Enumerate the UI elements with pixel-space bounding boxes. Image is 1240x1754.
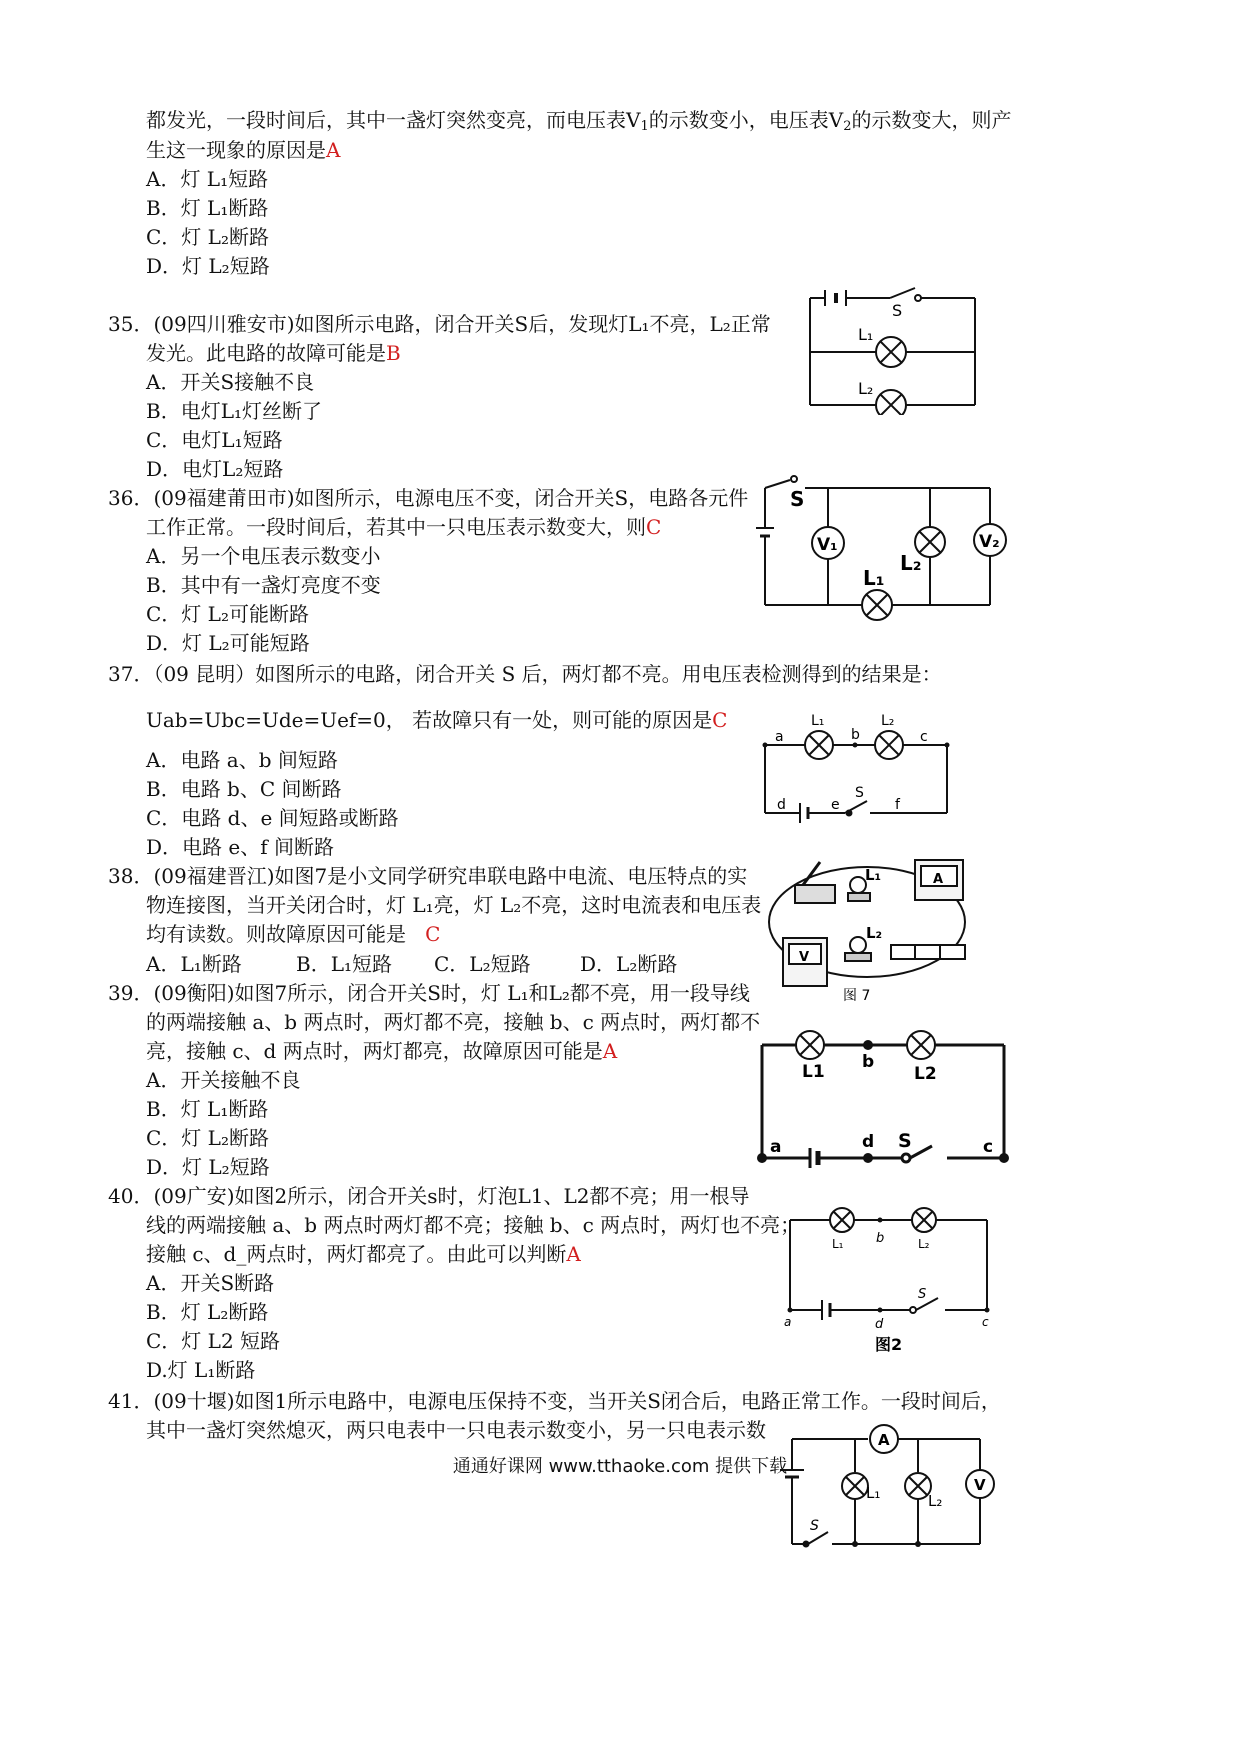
q39-stem-text: 亮，接触 c、d 两点时，两灯都亮，故障原因可能是 bbox=[146, 1039, 603, 1063]
q38-stem-line3 bbox=[146, 920, 440, 948]
q41-fig-label-a: A bbox=[878, 1431, 890, 1449]
q34-option-d: D．灯 L₂短路 bbox=[146, 254, 270, 278]
q41-fig-label-s: S bbox=[810, 1518, 819, 1534]
q36-stem-line1: 36．(09福建莆田市)如图所示，电源电压不变，闭合开关S，电路各元件 bbox=[108, 486, 749, 510]
q34-text-c: 的示数变大，则产 bbox=[851, 108, 1012, 132]
q40-circuit-diagram bbox=[780, 1198, 1000, 1358]
q40-stem-line3 bbox=[146, 1240, 581, 1268]
q36-fig-label-s: S bbox=[790, 487, 805, 511]
q40-fig-label-l2: L₂ bbox=[918, 1237, 930, 1251]
q38-fig-label-l1: L₁ bbox=[865, 866, 882, 884]
q41-stem-line2: 其中一盏灯突然熄灭，两只电表中一只电表示数变小，另一只电表示数 bbox=[146, 1418, 766, 1442]
q40-fig-label-a: a bbox=[784, 1315, 792, 1329]
q39-fig-label-l2: L2 bbox=[914, 1064, 937, 1084]
q36-fig-label-v2: V₂ bbox=[979, 532, 1000, 552]
q36-circuit-diagram bbox=[750, 470, 1010, 630]
q38-answer: C bbox=[425, 922, 441, 946]
q39-fig-label-c: c bbox=[983, 1137, 994, 1157]
q37-fig-label-s: S bbox=[855, 785, 864, 801]
q38-fig-caption: 图 7 bbox=[843, 988, 871, 1004]
q41-fig-label-l1: L₁ bbox=[866, 1484, 881, 1502]
q35-option-c: C．电灯L₁短路 bbox=[146, 428, 283, 452]
q40-answer: A bbox=[566, 1242, 581, 1266]
q38-physical-circuit-photo bbox=[765, 850, 975, 1010]
q36-option-a: A．另一个电压表示数变小 bbox=[146, 544, 381, 568]
q35-stem-line2 bbox=[146, 339, 401, 367]
q39-fig-label-l1: L1 bbox=[802, 1062, 825, 1082]
q39-option-d: D．灯 L₂短路 bbox=[146, 1155, 270, 1179]
q40-stem-line1: 40．(09广安)如图2所示，闭合开关s时，灯泡L1、L2都不亮；用一根导 bbox=[108, 1184, 750, 1208]
q39-fig-label-a: a bbox=[770, 1137, 782, 1157]
q40-fig-label-s: S bbox=[918, 1287, 927, 1302]
q34-option-b: B．灯 L₁断路 bbox=[146, 196, 269, 220]
q37-fig-label-d: d bbox=[777, 797, 786, 813]
q34-stem: 生这一现象的原因是 bbox=[146, 138, 326, 162]
q40-fig-label-c: c bbox=[982, 1315, 989, 1329]
q40-stem-line2: 线的两端接触 a、b 两点时两灯都不亮；接触 b、c 两点时，两灯也不亮； bbox=[146, 1213, 801, 1237]
q37-stem-line1: 37．（09 昆明）如图所示的电路，闭合开关 S 后，两灯都不亮。用电压表检测得到的结果是： bbox=[108, 662, 942, 686]
q37-option-c: C．电路 d、e 间短路或断路 bbox=[146, 806, 399, 830]
q38-stem-line1: 38．(09福建晋江)如图7是小文同学研究串联电路中电流、电压特点的实 bbox=[108, 864, 748, 888]
q35-option-a: A．开关S接触不良 bbox=[146, 370, 315, 394]
q37-circuit-diagram bbox=[755, 705, 955, 825]
q39-fig-label-s: S bbox=[898, 1130, 912, 1152]
q38-fig-label-l2: L₂ bbox=[866, 924, 883, 942]
q39-circuit-diagram bbox=[752, 1025, 1012, 1170]
q34-option-a: A．灯 L₁短路 bbox=[146, 167, 269, 191]
q35-stem-text: 发光。此电路的故障可能是 bbox=[146, 341, 386, 365]
q36-option-c: C．灯 L₂可能断路 bbox=[146, 602, 309, 626]
q39-option-a: A．开关接触不良 bbox=[146, 1068, 301, 1092]
q37-fig-label-c: c bbox=[920, 729, 928, 745]
q38-option-b: B．L₁短路 bbox=[296, 952, 392, 976]
q39-option-c: C．灯 L₂断路 bbox=[146, 1126, 269, 1150]
q35-stem-line1: 35．(09四川雅安市)如图所示电路，闭合开关S后，发现灯L₁不亮，L₂正常 bbox=[108, 312, 771, 336]
q35-fig-label-s: S bbox=[892, 301, 903, 320]
q39-stem-line3 bbox=[146, 1037, 617, 1065]
q34-continuation-line2 bbox=[146, 136, 340, 164]
q36-fig-label-l1: L₁ bbox=[863, 566, 885, 590]
q40-stem-text: 接触 c、d_两点时，两灯都亮了。由此可以判断 bbox=[146, 1242, 567, 1266]
q40-option-c: C．灯 L2 短路 bbox=[146, 1329, 281, 1353]
q39-stem-line2: 的两端接触 a、b 两点时，两灯都不亮，接触 b、c 两点时，两灯都不 bbox=[146, 1010, 761, 1034]
q35-fig-label-l1: L₁ bbox=[858, 325, 874, 344]
q41-fig-label-l2: L₂ bbox=[928, 1492, 943, 1510]
q40-fig-label-d: d bbox=[875, 1317, 884, 1332]
q41-circuit-diagram bbox=[770, 1424, 1010, 1554]
q39-fig-label-d: d bbox=[862, 1132, 875, 1152]
q36-answer: C bbox=[646, 515, 662, 539]
q38-stem-line2: 物连接图，当开关闭合时，灯 L₁亮，灯 L₂不亮，这时电流表和电压表 bbox=[146, 893, 762, 917]
page-footer: 通通好课网 www.tthaoke.com 提供下载 bbox=[452, 1456, 788, 1477]
q37-stem-text: Uab=Ubc=Ude=Uef=0， 若故障只有一处，则可能的原因是 bbox=[146, 708, 713, 732]
q40-option-d: D.灯 L₁断路 bbox=[146, 1358, 256, 1382]
q36-stem-line2 bbox=[146, 513, 661, 541]
q38-option-a: A．L₁断路 bbox=[146, 952, 242, 976]
q37-answer: C bbox=[712, 708, 728, 732]
q36-fig-label-v1: V₁ bbox=[817, 535, 838, 555]
q37-fig-label-l2: L₂ bbox=[881, 713, 895, 729]
q37-fig-label-e: e bbox=[831, 797, 840, 813]
q41-stem-line1: 41．(09十堰)如图1所示电路中，电源电压保持不变，当开关S闭合后，电路正常工作。一段时间后， bbox=[108, 1389, 1001, 1413]
q37-fig-label-b: b bbox=[851, 727, 860, 743]
q34-sub2: 2 bbox=[843, 119, 852, 134]
q37-stem-line2 bbox=[146, 706, 727, 734]
q40-fig-caption: 图2 bbox=[875, 1335, 903, 1354]
q34-sub1: 1 bbox=[640, 119, 649, 134]
q36-option-b: B．其中有一盏灯亮度不变 bbox=[146, 573, 381, 597]
q40-fig-label-b: b bbox=[876, 1231, 885, 1246]
q37-fig-label-a: a bbox=[775, 729, 784, 745]
q38-stem-text: 均有读数。则故障原因可能是 bbox=[146, 922, 406, 946]
q34-answer: A bbox=[326, 138, 341, 162]
q35-answer: B bbox=[386, 341, 401, 365]
q37-option-d: D．电路 e、f 间断路 bbox=[146, 835, 334, 859]
q36-stem-text: 工作正常。一段时间后，若其中一只电压表示数变大，则 bbox=[146, 515, 646, 539]
q38-fig-label-a: A bbox=[933, 872, 944, 887]
q40-option-a: A．开关S断路 bbox=[146, 1271, 275, 1295]
q39-option-b: B．灯 L₁断路 bbox=[146, 1097, 269, 1121]
q37-option-b: B．电路 b、C 间断路 bbox=[146, 777, 342, 801]
q40-option-b: B．灯 L₂断路 bbox=[146, 1300, 269, 1324]
q39-fig-label-b: b bbox=[862, 1052, 875, 1072]
q37-fig-label-f: f bbox=[895, 797, 900, 813]
q37-option-a: A．电路 a、b 间短路 bbox=[146, 748, 338, 772]
q37-fig-label-l1: L₁ bbox=[811, 713, 825, 729]
q40-fig-label-l1: L₁ bbox=[832, 1237, 844, 1251]
q38-option-d: D．L₂断路 bbox=[580, 952, 678, 976]
q35-option-d: D．电灯L₂短路 bbox=[146, 457, 284, 481]
q41-fig-label-v: V bbox=[974, 1476, 986, 1494]
q36-fig-label-l2: L₂ bbox=[900, 551, 922, 575]
q36-option-d: D．灯 L₂可能短路 bbox=[146, 631, 310, 655]
q39-stem-line1: 39．(09衡阳)如图7所示，闭合开关S时，灯 L₁和L₂都不亮，用一段导线 bbox=[108, 981, 750, 1005]
q35-option-b: B．电灯L₁灯丝断了 bbox=[146, 399, 322, 423]
q38-option-c: C．L₂短路 bbox=[434, 952, 531, 976]
q34-text-a: 都发光，一段时间后，其中一盏灯突然变亮，而电压表V bbox=[146, 108, 641, 132]
q35-circuit-diagram bbox=[800, 280, 990, 415]
q39-answer: A bbox=[602, 1039, 618, 1063]
q38-fig-label-v: V bbox=[799, 950, 810, 965]
q34-continuation-line1 bbox=[146, 106, 1011, 134]
q34-option-c: C．灯 L₂断路 bbox=[146, 225, 269, 249]
q34-text-b: 的示数变小，电压表V bbox=[648, 108, 844, 132]
q35-fig-label-l2: L₂ bbox=[858, 379, 874, 398]
